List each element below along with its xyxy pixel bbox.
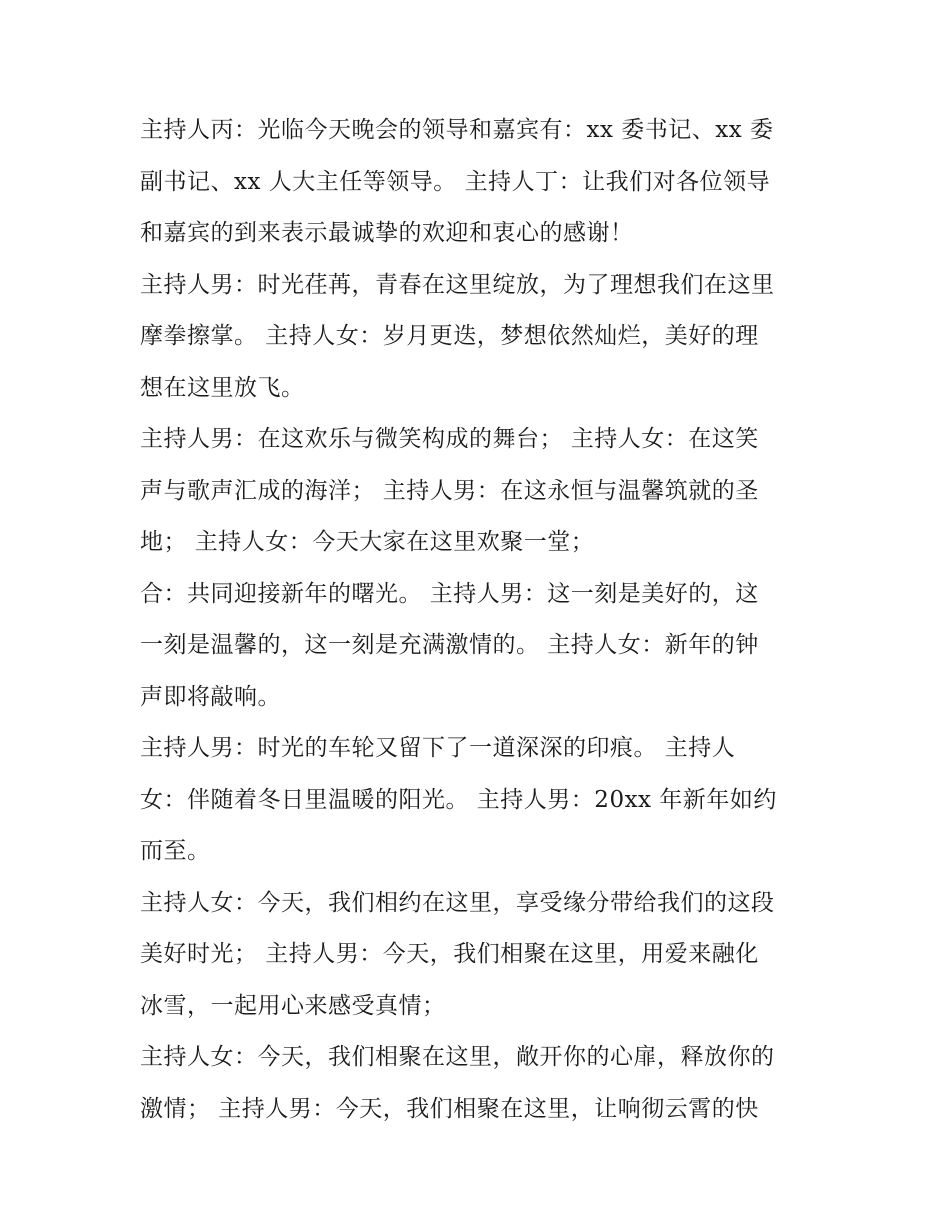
- text-line: 地； 主持人女：今天大家在这里欢聚一堂；: [140, 529, 595, 555]
- document-body: [140, 105, 820, 1135]
- text-line: 主持人女：今天，我们相聚在这里，敞开你的心扉，释放你的: [140, 1044, 775, 1070]
- paragraph-1: [140, 105, 820, 260]
- paragraph-4: [140, 569, 820, 724]
- paragraph-5: [140, 723, 820, 878]
- text-line: 主持人女：今天，我们相约在这里，享受缘分带给我们的这段: [140, 889, 775, 916]
- text-line: 主持人男：时光荏苒，青春在这里绽放，为了理想我们在这里: [140, 271, 775, 298]
- text-line: 声即将敲响。: [140, 683, 281, 710]
- text-line: 摩拳擦掌。 主持人女：岁月更迭，梦想依然灿烂，美好的理: [140, 323, 759, 349]
- text-line: 副书记、xx 人大主任等领导。 主持人丁：让我们对各位领导: [140, 168, 771, 195]
- text-line: 声与歌声汇成的海洋； 主持人男：在这永恒与温馨筑就的圣: [140, 477, 759, 504]
- text-line: 和嘉宾的到来表示最诚挚的欢迎和衷心的感谢！: [140, 220, 634, 246]
- text-line: 而至。: [140, 838, 211, 864]
- text-line: 女：伴随着冬日里温暖的阳光。 主持人男：20xx 年新年如约: [140, 786, 777, 813]
- text-line: 冰雪，一起用心来感受真情；: [140, 992, 446, 1019]
- paragraph-3: [140, 414, 820, 569]
- text-line: 合：共同迎接新年的曙光。 主持人男：这一刻是美好的，这: [140, 580, 759, 607]
- paragraph-7: [140, 1032, 820, 1135]
- text-line: 主持人丙：光临今天晚会的领导和嘉宾有：xx 委书记、xx 委: [140, 117, 774, 143]
- text-line: 一刻是温馨的，这一刻是充满激情的。 主持人女：新年的钟: [140, 632, 759, 658]
- text-line: 美好时光； 主持人男：今天，我们相聚在这里，用爱来融化: [140, 941, 759, 967]
- text-line: 想在这里放飞。: [140, 374, 305, 401]
- text-line: 激情； 主持人男：今天，我们相聚在这里，让响彻云霄的快: [140, 1095, 759, 1122]
- text-line: 主持人男：在这欢乐与微笑构成的舞台； 主持人女：在这笑: [140, 426, 759, 452]
- text-line: 主持人男：时光的车轮又留下了一道深深的印痕。 主持人: [140, 735, 736, 761]
- paragraph-6: [140, 878, 820, 1033]
- paragraph-2: [140, 260, 820, 415]
